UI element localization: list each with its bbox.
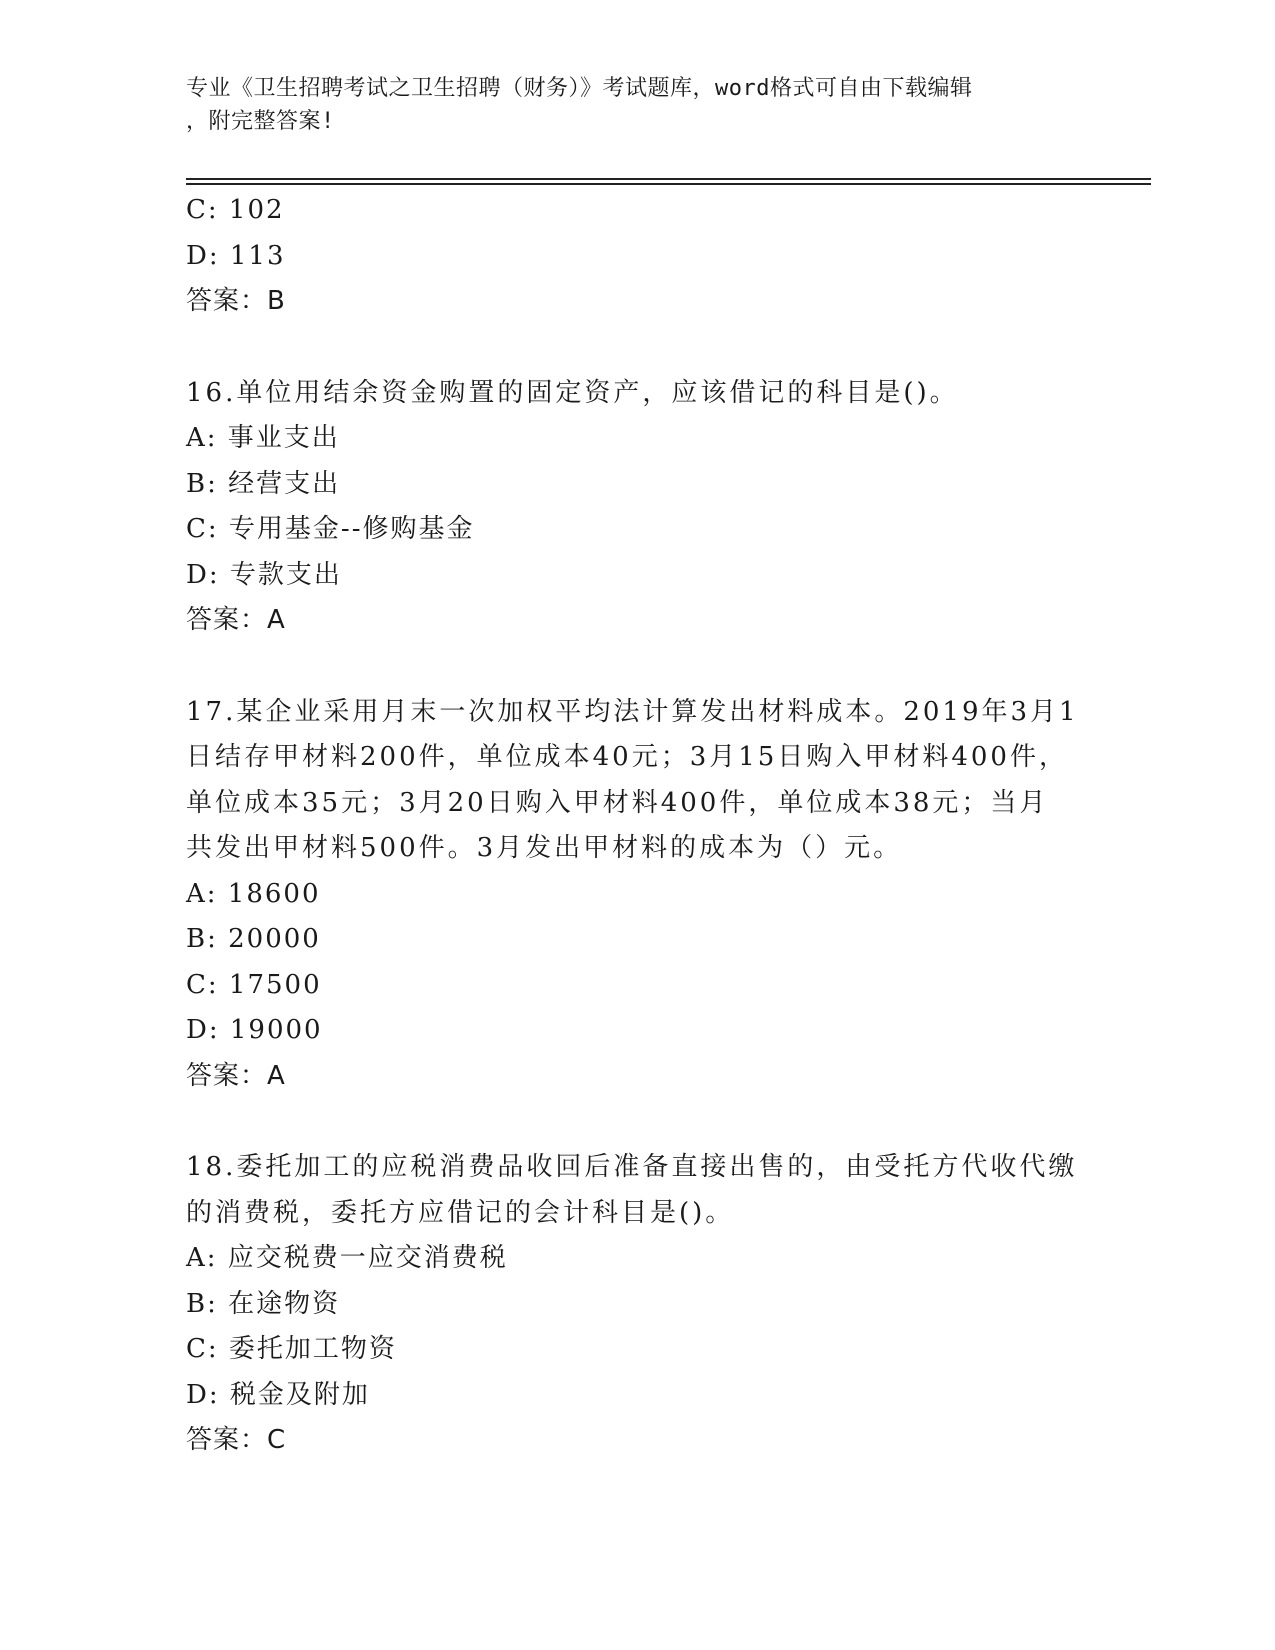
spacer [186, 644, 1086, 690]
header-line-1: 专业《卫生招聘考试之卫生招聘（财务）》考试题库，word格式可自由下载编辑 [186, 76, 973, 101]
question-16 [186, 371, 1086, 644]
question-stem-line-1: 18.委托加工的应税消费品收回后准备直接出售的，由受托方代收代缴 [186, 1152, 1078, 1182]
option-d: D: 税金及附加 [186, 1379, 370, 1410]
header-divider-bottom [186, 183, 1151, 185]
question-stem-line-2: 的消费税，委托方应借记的会计科目是()。 [186, 1197, 735, 1228]
question-stem-line-3: 单位成本35元；3月20日购入甲材料400件，单位成本38元；当月 [186, 787, 1049, 818]
question-17 [186, 690, 1086, 1100]
option-b: B: 经营支出 [186, 468, 341, 499]
answer-line: 答案：C [186, 1425, 287, 1455]
spacer [186, 1099, 1086, 1145]
header-divider-top [186, 178, 1151, 180]
option-a: A: 事业支出 [186, 423, 340, 453]
header-line-2: ，附完整答案! [186, 109, 335, 134]
option-d: D: 113 [186, 240, 286, 271]
option-c: C: 专用基金--修购基金 [186, 514, 475, 544]
option-c: C: 102 [186, 195, 285, 225]
question-list [186, 188, 1086, 1464]
option-d: D: 19000 [186, 1015, 323, 1045]
answer-line: 答案：A [186, 1060, 286, 1091]
option-c: C: 委托加工物资 [186, 1334, 397, 1364]
question-18 [186, 1145, 1086, 1464]
question-15-tail [186, 188, 1086, 325]
option-c: C: 17500 [186, 969, 322, 1000]
question-stem-line-1: 17.某企业采用月末一次加权平均法计算发出材料成本。2019年3月1 [186, 696, 1079, 727]
document-header [186, 72, 1066, 138]
question-stem-line-2: 日结存甲材料200件，单位成本40元；3月15日购入甲材料400件， [186, 742, 1068, 772]
question-stem: 16.单位用结余资金购置的固定资产，应该借记的科目是()。 [186, 377, 959, 408]
question-stem-line-4: 共发出甲材料500件。3月发出甲材料的成本为（）元。 [186, 833, 903, 863]
option-d: D: 专款支出 [186, 559, 342, 590]
answer-line: 答案：B [186, 286, 286, 316]
option-b: B: 20000 [186, 924, 321, 954]
spacer [186, 325, 1086, 371]
answer-line: 答案：A [186, 605, 286, 635]
option-a: A: 应交税费一应交消费税 [186, 1243, 508, 1273]
option-b: B: 在途物资 [186, 1288, 341, 1319]
option-a: A: 18600 [186, 878, 321, 909]
